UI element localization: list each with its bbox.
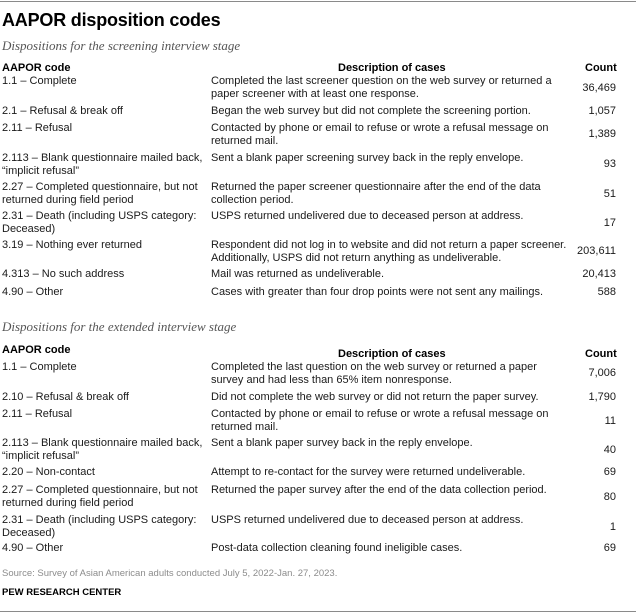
section-subtitle-extended: Dispositions for the extended interview stage [2, 319, 237, 334]
aapor-code: 1.1 – Complete [2, 361, 77, 373]
case-count: 51 [603, 188, 616, 200]
case-description: Completed the last question on the web survey or returned a paper survey and had less than 65% item nonresponse. [211, 361, 537, 386]
aapor-code: 4.90 – Other [2, 542, 64, 554]
aapor-code: 2.10 – Refusal & break off [2, 391, 129, 403]
header-count: Count [585, 62, 617, 74]
case-count: 1,790 [588, 391, 616, 403]
case-description: Respondent did not log in to website and did not return a paper screener. Additionally, USPS did not return anything as undeliverable. [211, 239, 567, 264]
header-desc: Description of cases [338, 62, 446, 74]
case-description: Sent a blank paper survey back in the reply envelope. [211, 437, 473, 449]
case-count: 11 [604, 415, 616, 427]
aapor-code: 4.313 – No such address [2, 268, 125, 280]
case-description: Cases with greater than four drop points were not sent any mailings. [211, 286, 544, 298]
case-count: 20,413 [582, 268, 616, 280]
case-description: USPS returned undelivered due to deceased person at address. [211, 210, 524, 222]
brand-label: PEW RESEARCH CENTER [2, 587, 122, 598]
bottom-rule [0, 611, 636, 612]
case-description: Returned the paper survey after the end of the data collection period. [211, 484, 547, 496]
case-description: Sent a blank paper screening survey back in the reply envelope. [211, 152, 524, 164]
header-code: AAPOR code [2, 62, 71, 74]
section-subtitle-screening: Dispositions for the screening interview stage [2, 38, 241, 53]
case-count: 36,469 [582, 82, 616, 94]
case-count: 588 [597, 286, 616, 298]
aapor-code: 2.11 – Refusal [2, 122, 73, 134]
header-code: AAPOR code [2, 344, 71, 356]
case-count: 1,389 [588, 128, 616, 140]
case-count: 1 [609, 521, 616, 533]
aapor-code: 2.27 – Completed questionnaire, but not returned during field period [2, 484, 198, 509]
aapor-code: 2.31 – Death (including USPS category: Deceased) [2, 514, 197, 539]
case-description: Mail was returned as undeliverable. [211, 268, 385, 280]
case-description: Began the web survey but did not complete the screening portion. [211, 105, 531, 117]
case-description: Did not complete the web survey or did not return the paper survey. [211, 391, 539, 403]
case-count: 7,006 [588, 367, 616, 379]
case-count: 203,611 [577, 245, 616, 257]
aapor-code: 2.27 – Completed questionnaire, but not returned during field period [2, 181, 198, 206]
case-count: 17 [603, 217, 616, 229]
case-count: 40 [603, 444, 616, 456]
case-description: Contacted by phone or email to refuse or wrote a refusal message on returned mail. [211, 122, 549, 147]
figure-title: AAPOR disposition codes [2, 10, 221, 30]
top-rule [0, 1, 636, 2]
case-count: 1,057 [588, 105, 616, 117]
header-desc: Description of cases [338, 348, 446, 360]
aapor-code: 2.1 – Refusal & break off [2, 105, 123, 117]
case-count: 69 [603, 466, 616, 478]
header-count: Count [585, 348, 617, 360]
aapor-code: 4.90 – Other [2, 286, 64, 298]
aapor-code: 2.113 – Blank questionnaire mailed back, “implicit refusal” [2, 152, 203, 177]
case-description: Attempt to re-contact for the survey were returned undeliverable. [211, 466, 526, 478]
aapor-code: 3.19 – Nothing ever returned [2, 239, 143, 251]
aapor-code: 1.1 – Complete [2, 75, 77, 87]
aapor-code: 2.20 – Non-contact [2, 466, 95, 478]
case-count: 69 [603, 542, 616, 554]
aapor-code: 2.113 – Blank questionnaire mailed back, “implicit refusal” [2, 437, 203, 462]
aapor-code: 2.11 – Refusal [2, 408, 73, 420]
case-description: Completed the last screener question on the web survey or returned a paper screener with at least one response. [211, 75, 552, 100]
source-note: Source: Survey of Asian American adults conducted July 5, 2022-Jan. 27, 2023. [2, 568, 338, 579]
case-description: USPS returned undelivered due to deceased person at address. [211, 514, 524, 526]
aapor-code: 2.31 – Death (including USPS category: Deceased) [2, 210, 197, 235]
case-description: Contacted by phone or email to refuse or wrote a refusal message on returned mail. [211, 408, 549, 433]
case-count: 80 [603, 491, 616, 503]
case-description: Returned the paper screener questionnaire after the end of the data collection period. [211, 181, 541, 206]
case-count: 93 [603, 158, 616, 170]
case-description: Post-data collection cleaning found ineligible cases. [211, 542, 463, 554]
